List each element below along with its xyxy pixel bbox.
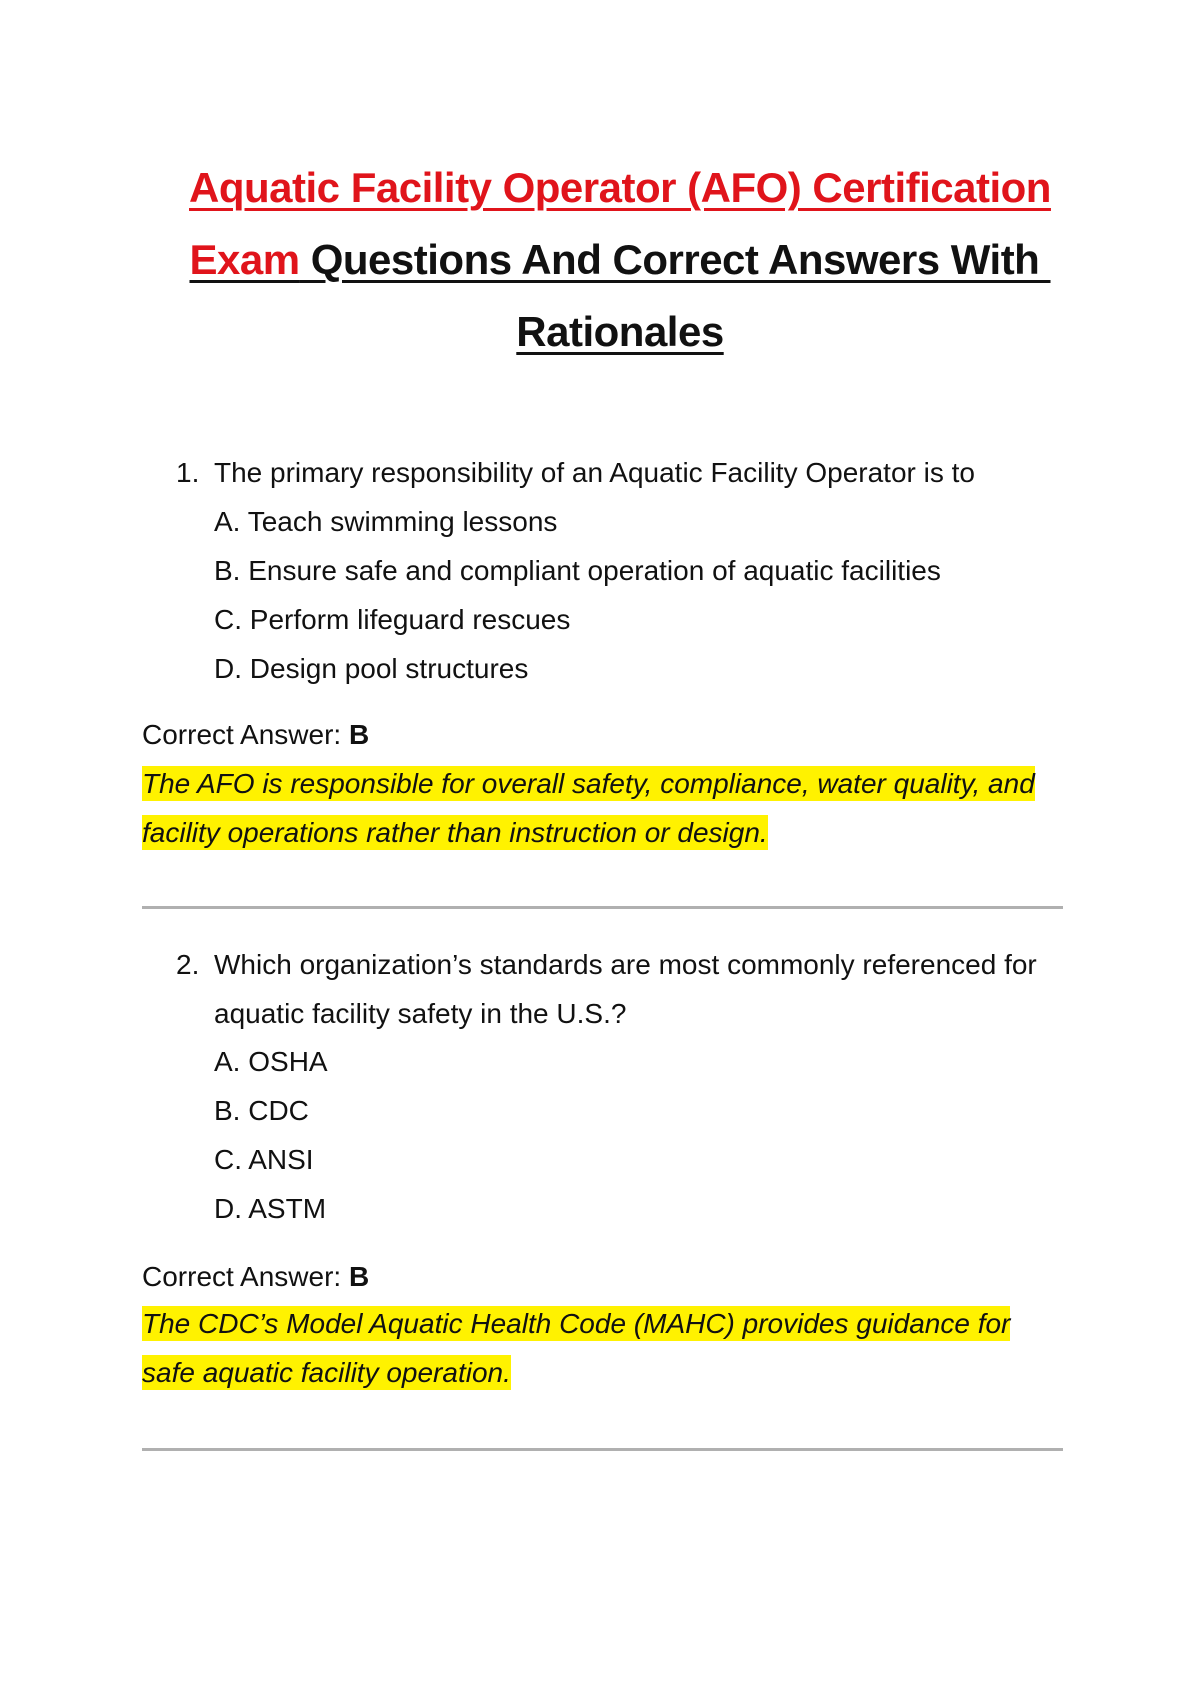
title-line-2-text: Questions And Correct Answers With bbox=[299, 236, 1051, 283]
title-line-1-text: Aquatic Facility Operator (AFO) Certification bbox=[189, 164, 1051, 211]
question-1-answer bbox=[142, 710, 369, 759]
question-2-answer-label: Correct Answer: bbox=[142, 1261, 349, 1292]
question-1-answer-label: Correct Answer: bbox=[142, 719, 349, 750]
question-1-rationale-line-1: The AFO is responsible for overall safety, compliance, water quality, and bbox=[142, 768, 1035, 799]
question-1-stem bbox=[176, 448, 1066, 497]
question-1-number: 1. bbox=[176, 457, 200, 488]
question-2-rationale-line-2: safe aquatic facility operation. bbox=[142, 1357, 511, 1388]
question-1-rationale bbox=[142, 759, 1062, 857]
question-1-divider bbox=[142, 906, 1063, 909]
question-1-text: The primary responsibility of an Aquatic Facility Operator is to bbox=[214, 457, 975, 488]
question-2-answer-value: B bbox=[348, 1261, 370, 1292]
question-2-stem bbox=[176, 940, 1066, 1038]
document-title bbox=[170, 152, 1070, 368]
question-2-option-b: B. CDC bbox=[214, 1095, 309, 1126]
question-1-option-a: A. Teach swimming lessons bbox=[214, 506, 558, 537]
question-2-text: Which organization’s standards are most commonly referenced for aquatic facility safety in the U.S.? bbox=[214, 949, 1037, 1029]
question-2-rationale bbox=[142, 1299, 1062, 1397]
question-2-option-d: D. ASTM bbox=[214, 1193, 327, 1224]
question-2-answer bbox=[142, 1252, 369, 1301]
question-1-answer-value: B bbox=[348, 719, 370, 750]
title-exam-word: Exam bbox=[189, 236, 300, 283]
title-line-1 bbox=[170, 152, 1070, 224]
question-2-options bbox=[214, 1037, 328, 1233]
question-1-options bbox=[214, 497, 941, 693]
question-2-option-a: A. OSHA bbox=[214, 1046, 328, 1077]
question-2-option-c: C. ANSI bbox=[214, 1144, 314, 1175]
question-2-rationale-line-1: The CDC’s Model Aquatic Health Code (MAHC) provides guidance for bbox=[142, 1308, 1011, 1339]
title-line-3 bbox=[170, 296, 1070, 368]
question-1-option-d: D. Design pool structures bbox=[214, 653, 529, 684]
title-line-3-text: Rationales bbox=[516, 308, 724, 355]
question-1-rationale-line-2: facility operations rather than instruction or design. bbox=[142, 817, 768, 848]
question-2-number: 2. bbox=[176, 949, 200, 980]
question-1-option-b: B. Ensure safe and compliant operation of aquatic facilities bbox=[214, 555, 941, 586]
question-2-divider bbox=[142, 1448, 1063, 1451]
title-line-2 bbox=[170, 224, 1070, 296]
question-1-option-c: C. Perform lifeguard rescues bbox=[214, 604, 571, 635]
